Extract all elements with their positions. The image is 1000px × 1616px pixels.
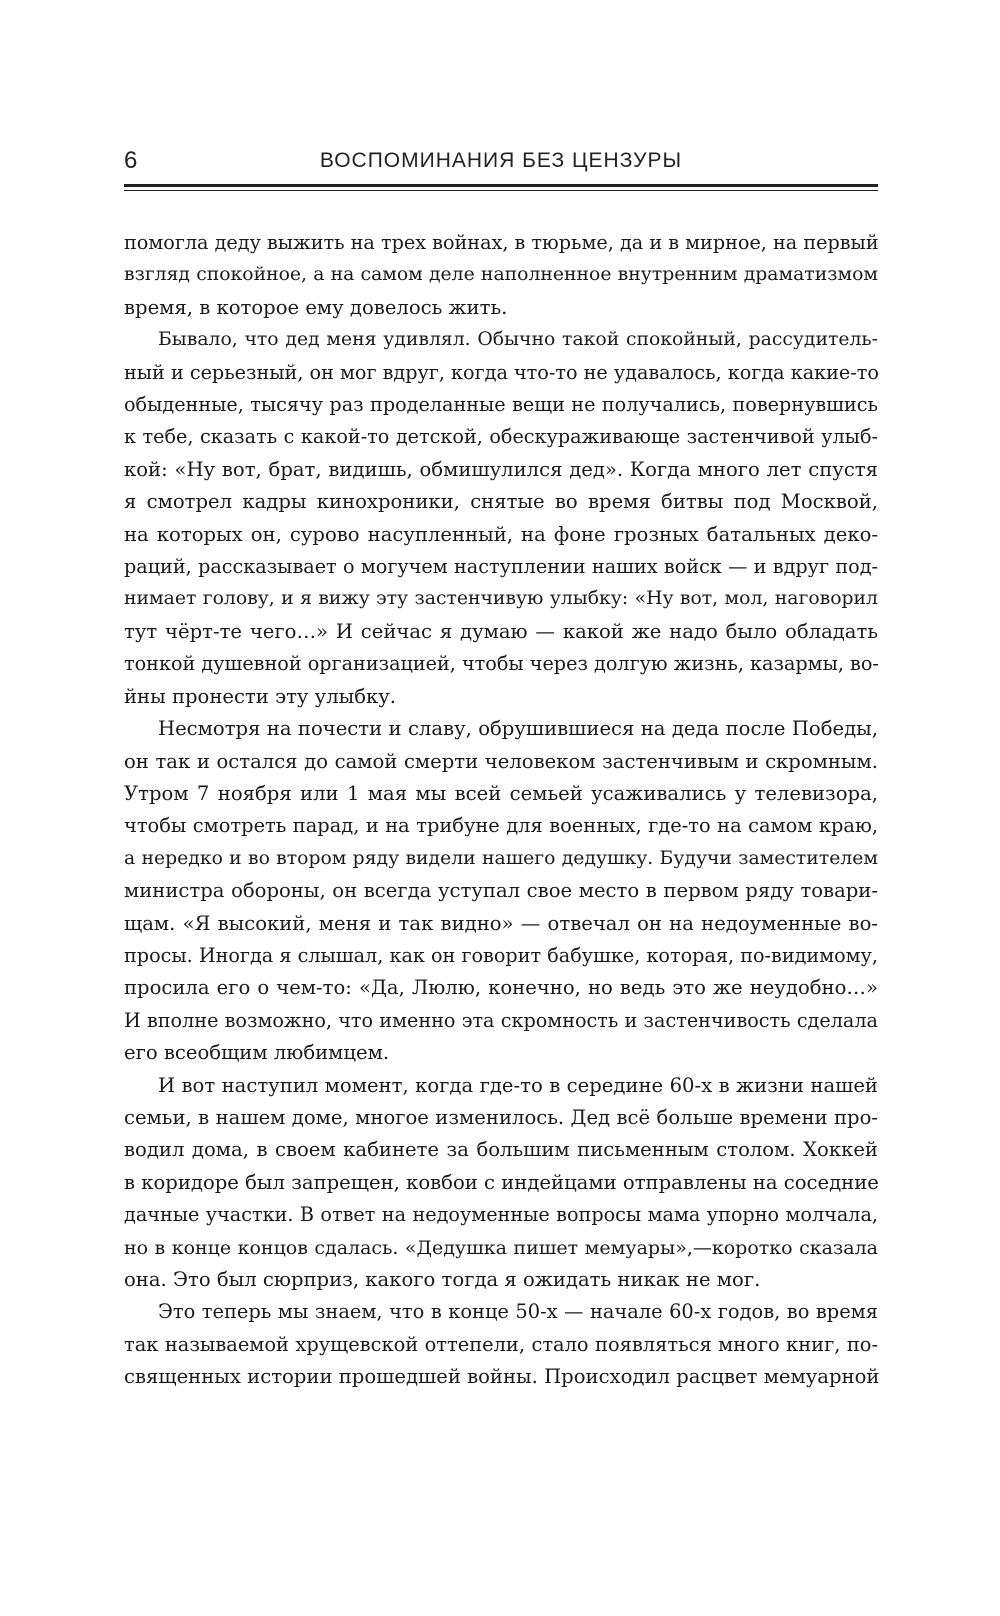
text-line: она. Это был сюрприз, какого тогда я ожидать никак не мог. [124,1268,761,1291]
header-rule-thin [124,190,878,191]
text-line: обыденные, тысячу раз проделанные вещи не получались, повернувшись [124,393,878,417]
text-line: йны пронести эту улыбку. [124,684,397,708]
text-line: а нередко и во втором ряду видели нашего дедушку. Будучи заместителем [124,847,878,869]
paragraph-4 [124,1070,878,1297]
text-line: раций, рассказывает о могучем наступлении наших войск — и вдруг под- [124,555,878,579]
text-line: нимает голову, и я вижу эту застенчивую улыбку: «Ну вот, мол, наговорил [124,588,878,610]
text-line: в коридоре был запрещен, ковбои с индейцами отправлены на соседние [124,1170,879,1194]
text-line: И вот наступил момент, когда где-то в середине 60-х в жизни нашей [158,1073,878,1097]
text-line: тонкой душевной организацией, чтобы через долгую жизнь, казармы, во- [124,652,879,676]
text-line: просы. Иногда я слышал, как он говорит бабушке, которая, по-видимому, [124,943,878,967]
text-line: ный и серьезный, он мог вдруг, когда что-то не удавалось, когда какие-то [124,360,879,384]
text-line: Бывало, что дед меня удивлял. Обычно такой спокойный, рассудитель- [158,329,878,351]
text-line: к тебе, сказать с какой-то детской, обескураживающе застенчивой улыб- [124,425,878,449]
paragraph-1 [124,227,878,324]
text-line: его всеобщим любимцем. [124,1041,390,1065]
text-line: министра обороны, он всегда уступал свое место в первом ряду товари- [124,879,878,903]
text-line: семьи, в нашем доме, многое изменилось. Дед всё больше времени про- [124,1105,878,1129]
book-title: ВОСПОМИНАНИЯ БЕЗ ЦЕНЗУРЫ [319,149,683,172]
text-line: время, в которое ему довелось жить. [124,295,508,319]
body-text [124,227,878,1394]
text-line: Утром 7 ноября или 1 мая мы всей семьей усаживались у телевизора, [124,781,878,805]
paragraph-5 [124,1296,878,1393]
text-line: И вполне возможно, что именно эта скромность и застенчивость сделала [124,1008,878,1032]
paragraph-2 [124,324,878,713]
text-line: просила его о чем-то: «Да, Люлю, конечно, но ведь это же неудобно…» [124,976,878,1000]
paragraph-3 [124,713,878,1069]
header-rule-thick [124,184,878,187]
text-line: помогла деду выжить на трех войнах, в тюрьме, да и в мирное, на первый [124,231,879,254]
text-line: водил дома, в своем кабинете за большим письменным столом. Хоккей [124,1138,878,1162]
text-line: я смотрел кадры кинохроники, снятые во время битвы под Москвой, [124,490,878,514]
text-line: Несмотря на почести и славу, обрушившиеся на деда после Победы, [158,717,878,741]
running-head [124,146,878,180]
text-line: взгляд спокойное, а на самом деле наполненное внутренним драматизмом [124,264,878,286]
text-line: кой: «Ну вот, брат, видишь, обмишулился дед». Когда много лет спустя [124,457,878,481]
text-line: дачные участки. В ответ на недоуменные вопросы мама упорно молчала, [124,1203,878,1227]
text-line: но в конце концов сдалась. «Дедушка пишет мемуары»,—коротко сказала [124,1236,878,1259]
page-number: 6 [124,147,138,174]
text-line: щам. «Я высокий, меня и так видно» — отвечал он на недоуменные во- [124,911,878,935]
text-line: так называемой хрущевской оттепели, стало появляться много книг, по- [124,1332,878,1356]
text-line: чтобы смотреть парад, и на трибуне для военных, где-то на самом краю, [124,814,878,838]
text-line: священных истории прошедшей войны. Происходил расцвет мемуарной [124,1365,880,1389]
text-line: он так и остался до самой смерти человеком застенчивым и скромным. [124,749,878,773]
text-line: тут чёрт-те чего…» И сейчас я думаю — какой же надо было обладать [124,619,878,643]
text-line: Это теперь мы знаем, что в конце 50-х — начале 60-х годов, во время [158,1300,878,1324]
text-line: на которых он, сурово насупленный, на фоне грозных батальных деко- [124,522,878,546]
